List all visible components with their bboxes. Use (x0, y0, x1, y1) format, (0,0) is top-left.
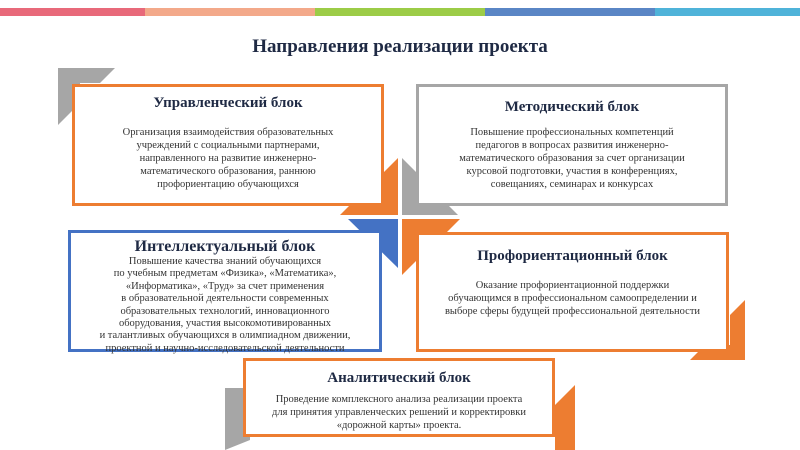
block-career-text: Оказание профориентационной поддержки обучающимся в профессиональном самоопределении и выборе сферы будущей профессиональной деятельности (444, 280, 701, 317)
block-career-title: Профориентационный блок (477, 248, 668, 264)
block-career (416, 232, 729, 352)
corner-arrow-bottom-right (555, 385, 575, 450)
block-management (72, 84, 384, 206)
block-methodical (416, 84, 728, 206)
block-analytic (243, 358, 555, 437)
block-intellectual (68, 230, 382, 352)
block-analytic-title: Аналитический блок (327, 370, 471, 386)
block-management-title: Управленческий блок (153, 95, 303, 111)
block-intellectual-title: Интеллектуальный блок (134, 238, 316, 255)
block-analytic-text: Проведение комплексного анализа реализации проекта для принятия управленческих решений и корректировки «дорожной карты» проекта. (272, 394, 526, 431)
block-methodical-text: Повышение профессиональных компетенций педагогов в вопросах развития инженерно- математического образования за счет организации курсовой подготовки, участия в конференциях, совещаниях, семинарах и конкурсах (459, 127, 685, 190)
block-methodical-title: Методический блок (504, 99, 640, 115)
page-title: Направления реализации проекта (252, 36, 548, 57)
block-management-text: Организация взаимодействия образовательных учреждений с социальными партнерами, направленного на развитие инженерно- математического образования, раннюю профориентацию обучающихся (122, 127, 334, 190)
block-intellectual-text: Повышение качества знаний обучающихся по учебным предметам «Физика», «Математика», «Информатика», «Труд» за счет применения в образовательной деятельности современных образовательных технологий, инновационного оборудования, участия высокомотивированных и талантливых обучающихся в олимпиадном движении, проектной и научно-исследовательской деятельности (99, 256, 351, 354)
